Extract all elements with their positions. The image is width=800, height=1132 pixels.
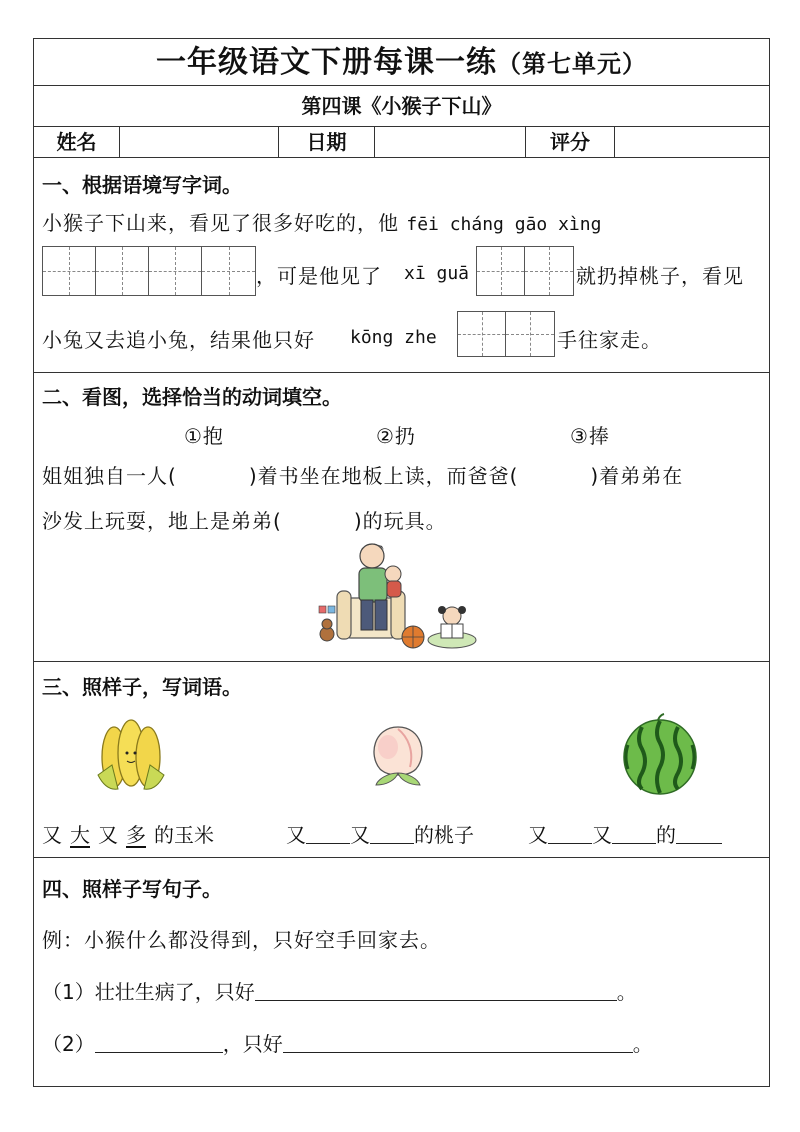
section3-item-peach — [286, 819, 474, 848]
section3-title: 三、照样子，写词语。 — [42, 675, 242, 699]
section1-line1 — [42, 207, 601, 236]
answer-grid-feichang-gaoxing[interactable] — [42, 246, 256, 296]
worksheet-title — [34, 41, 769, 85]
section4-q2 — [42, 1028, 653, 1057]
line1-c: )着弟弟在 — [590, 464, 684, 488]
section3-example — [42, 819, 214, 848]
section4-example: 例：小猴什么都没得到，只好空手回家去。 — [42, 928, 441, 952]
watermelon-you-1: 又 — [528, 823, 548, 847]
q2-answer-line-2[interactable] — [283, 1034, 633, 1053]
line1-b: )着书坐在地板上读，而爸爸( — [248, 464, 519, 488]
line1-text: 小猴子下山来，看见了很多好吃的，他 — [42, 211, 399, 235]
line2-b: )的玩具。 — [353, 509, 447, 533]
example-you-1: 又 — [42, 823, 62, 847]
unit-text: （第七单元） — [497, 50, 647, 78]
title-text: 一年级语文下册每课一练 — [156, 45, 497, 80]
option-1: ①抱 — [184, 424, 224, 448]
section4-title: 四、照样子写句子。 — [42, 877, 222, 901]
peach-noun: 的桃子 — [414, 823, 474, 847]
score-label: 评分 — [550, 130, 590, 154]
section2-line2 — [42, 505, 447, 534]
section2-line1 — [42, 460, 683, 489]
line3-text: 小兔又去追小兔，结果他只好 — [42, 328, 315, 352]
watermelon-noun: 的 — [656, 823, 676, 847]
example-noun: 的玉米 — [154, 823, 214, 847]
q1-end: 。 — [616, 980, 637, 1004]
q1-answer-line[interactable] — [255, 982, 617, 1001]
date-field[interactable] — [375, 127, 525, 157]
family-illustration — [317, 536, 477, 651]
q1-prefix: （1）壮壮生病了，只好 — [42, 980, 255, 1004]
lesson-title: 第四课《小猴子下山》 — [301, 94, 502, 118]
line1-pinyin: fēi cháng gāo xìng — [406, 214, 602, 235]
name-field[interactable] — [120, 127, 278, 157]
section4-q1 — [42, 976, 637, 1005]
line2-text-a: ，可是他见了 — [256, 264, 382, 288]
line2-a: 沙发上玩耍，地上是弟弟( — [42, 509, 282, 533]
q2-end: 。 — [632, 1032, 653, 1056]
peach-blank-1[interactable] — [306, 825, 350, 844]
q2-prefix: （2） — [42, 1032, 95, 1056]
section2-title: 二、看图，选择恰当的动词填空。 — [42, 385, 342, 409]
answer-grid-xigua[interactable] — [476, 246, 574, 296]
example-you-2: 又 — [98, 823, 118, 847]
name-label: 姓名 — [56, 130, 97, 154]
corn-icon — [92, 715, 170, 793]
answer-grid-kongzhe[interactable] — [457, 311, 555, 357]
section1-title: 一、根据语境写字词。 — [42, 173, 242, 197]
option-2: ②扔 — [376, 424, 416, 448]
watermelon-you-2: 又 — [592, 823, 612, 847]
q2-answer-line-1[interactable] — [95, 1034, 223, 1053]
line3-text-b: 手往家走。 — [557, 328, 662, 352]
watermelon-blank-1[interactable] — [548, 825, 592, 844]
line1-a: 姐姐独自一人( — [42, 464, 177, 488]
example-word-2: 多 — [126, 823, 146, 847]
watermelon-blank-3[interactable] — [676, 825, 722, 844]
watermelon-blank-2[interactable] — [612, 825, 656, 844]
line3-pinyin: kōng zhe — [350, 327, 437, 348]
q2-mid: ，只好 — [222, 1032, 283, 1056]
date-label: 日期 — [306, 130, 347, 154]
peach-icon — [360, 717, 436, 793]
worksheet — [33, 38, 770, 1087]
section3-item-watermelon — [528, 819, 722, 848]
option-3: ③捧 — [570, 424, 610, 448]
example-word-1: 大 — [70, 823, 90, 847]
watermelon-icon — [620, 713, 700, 797]
score-field[interactable] — [615, 127, 770, 157]
peach-you-2: 又 — [350, 823, 370, 847]
line2-text-b: 就扔掉桃子，看见 — [576, 264, 744, 288]
line2-pinyin: xī guā — [404, 263, 470, 284]
peach-blank-2[interactable] — [370, 825, 414, 844]
peach-you-1: 又 — [286, 823, 306, 847]
